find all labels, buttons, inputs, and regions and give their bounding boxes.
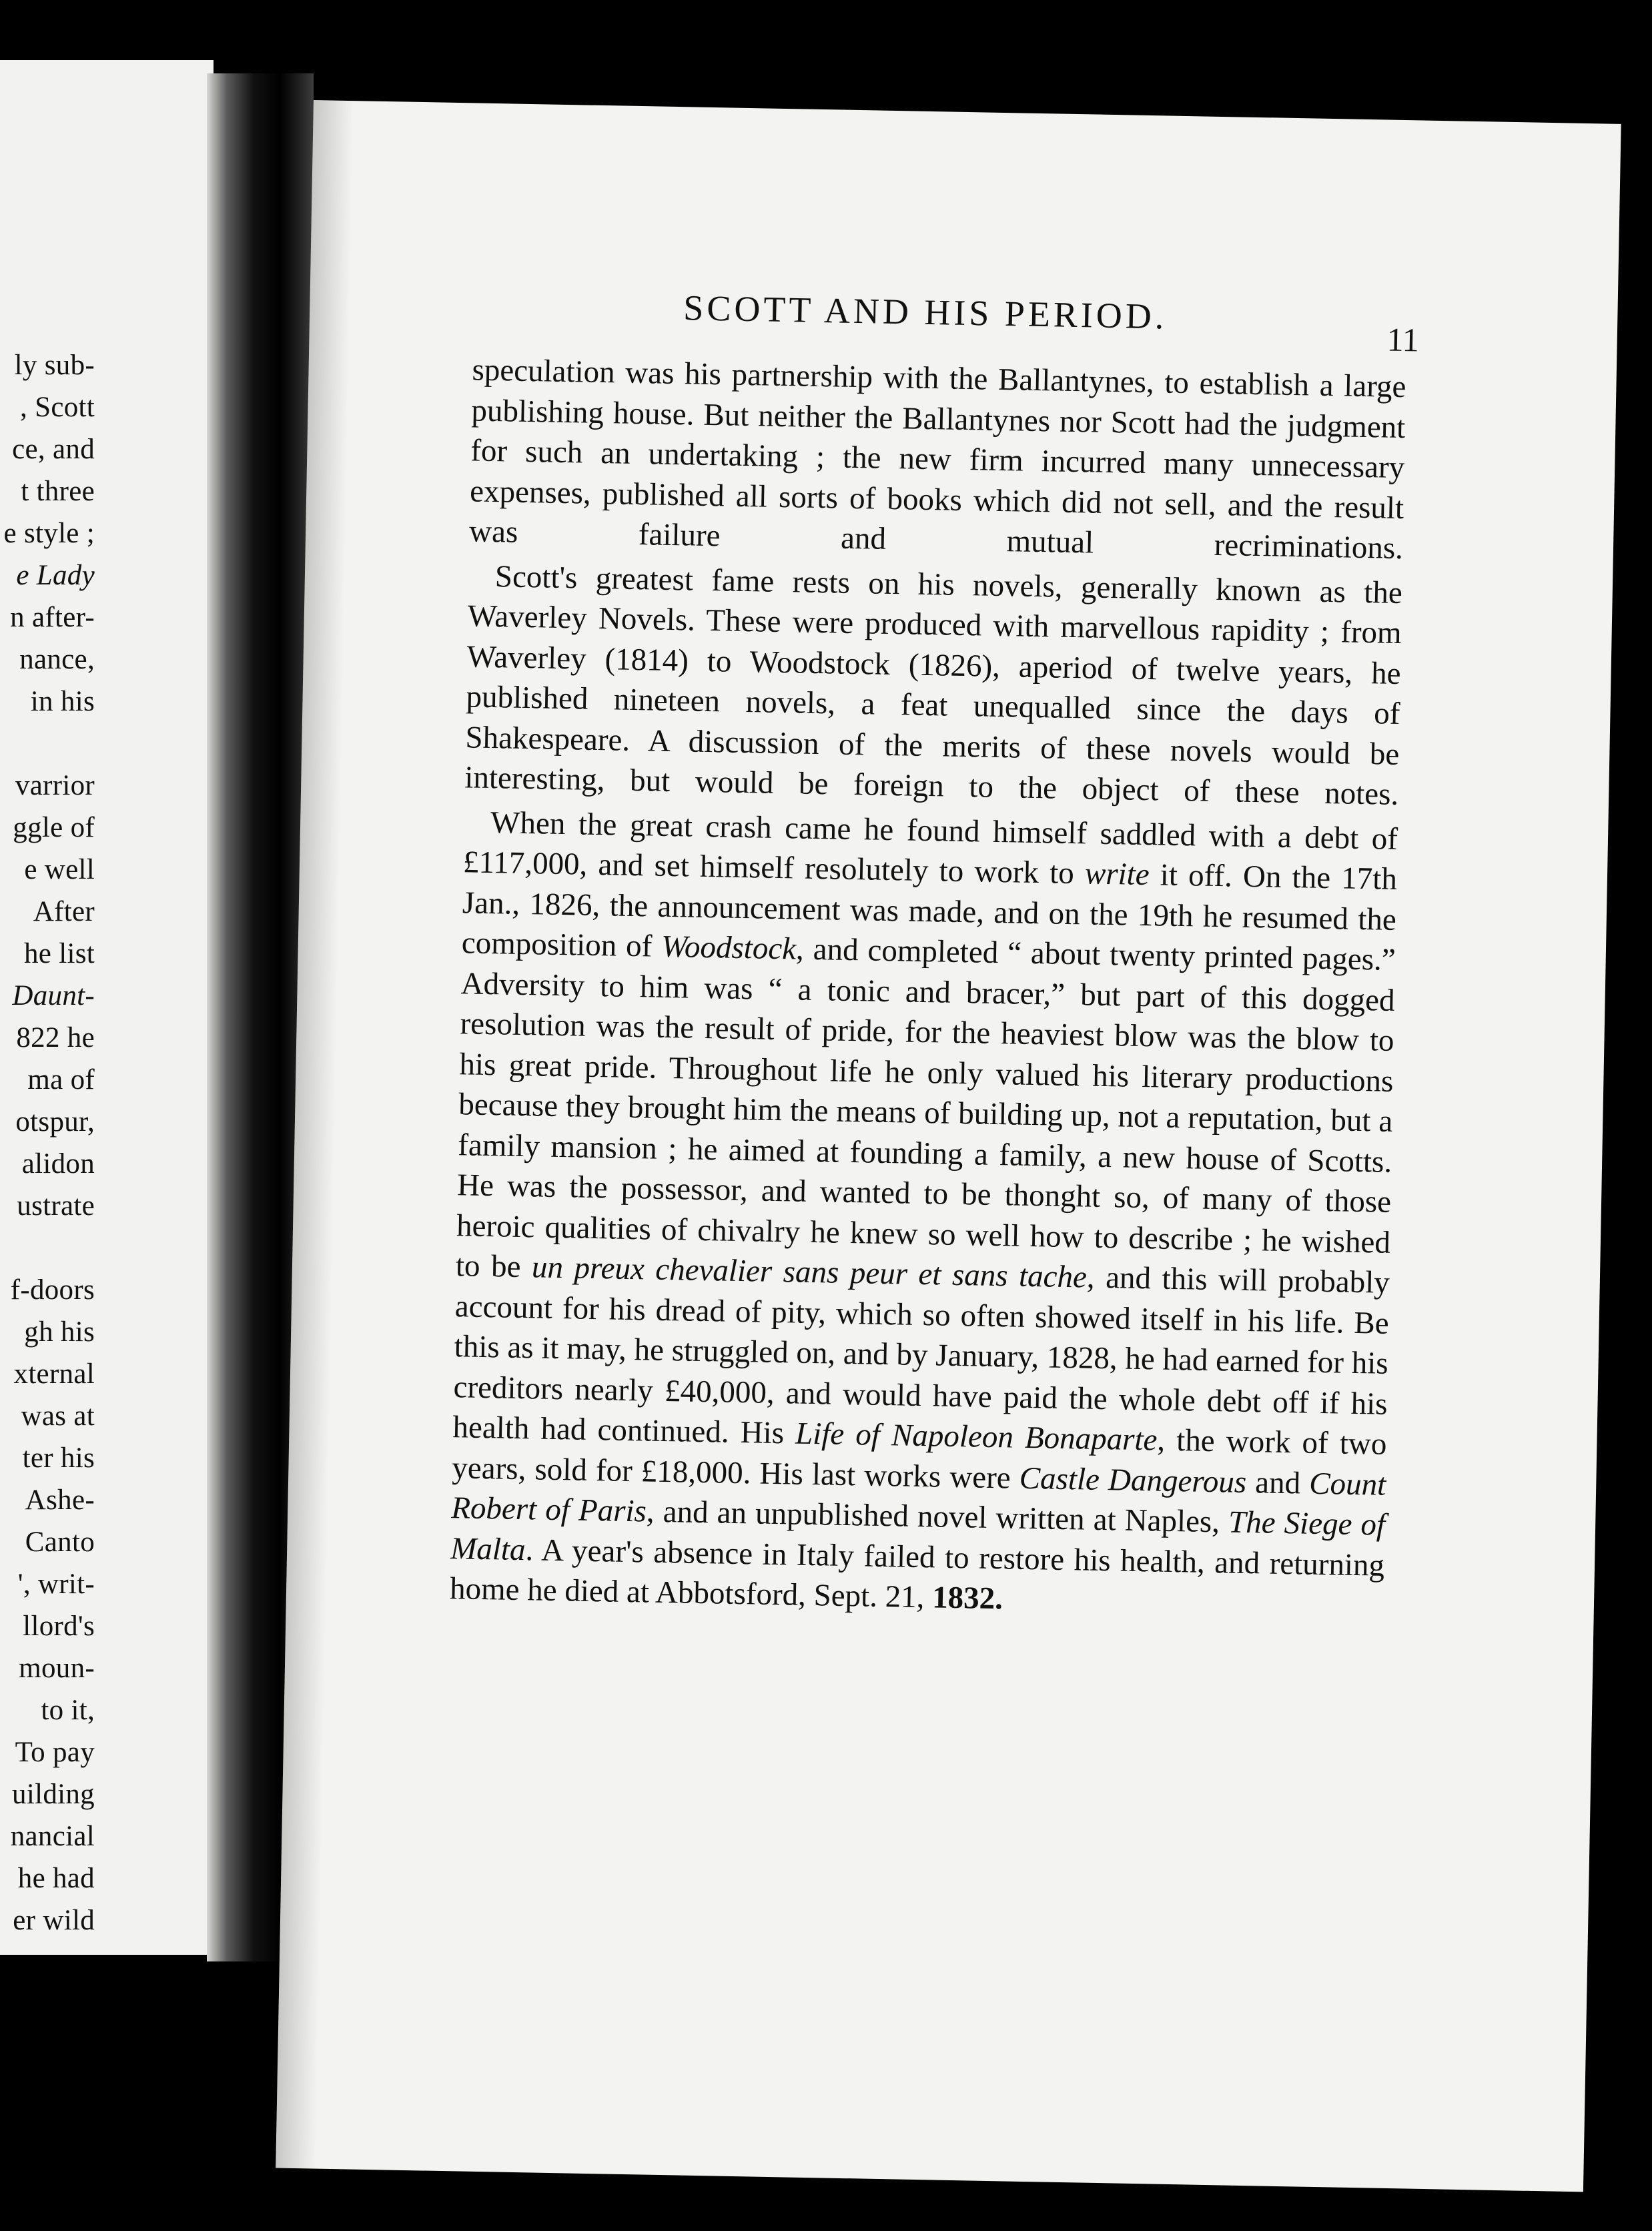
page-number: 11 (1386, 320, 1420, 359)
body-text (449, 350, 1406, 1630)
facing-line: n after- (10, 602, 95, 633)
facing-line: Ashe- (25, 1484, 95, 1516)
facing-line: was at (21, 1400, 95, 1432)
facing-line: e Lady (16, 560, 95, 591)
paragraph: speculation was his partnership with the Ballantynes, to establish a large publishing house. But neither the Ballantynes nor Scott had the judgment for such an undertaking ; the new firm incurred many unnecessary expenses, published all sorts of books which did not sell, and the result was failure and mutual recriminations. (468, 352, 1406, 566)
running-head: SCOTT AND HIS PERIOD. (683, 288, 1168, 337)
facing-line: moun- (19, 1653, 95, 1684)
book-page (276, 100, 1621, 2192)
facing-line: f-doors (10, 1274, 95, 1306)
facing-line: er wild (13, 1905, 95, 1936)
facing-line: After (33, 896, 95, 927)
facing-line: ma of (27, 1064, 95, 1095)
facing-line: ce, and (12, 434, 95, 465)
facing-line: alidon (21, 1148, 95, 1180)
facing-line: varrior (15, 770, 95, 801)
facing-line: , Scott (20, 392, 95, 423)
facing-line: ustrate (17, 1190, 95, 1222)
facing-line: nancial (10, 1821, 95, 1852)
facing-line: otspur, (15, 1106, 95, 1138)
facing-line: llord's (23, 1611, 95, 1642)
facing-line: ter his (22, 1442, 95, 1474)
facing-line: he list (23, 938, 95, 969)
facing-line: ggle of (13, 812, 95, 843)
facing-line: t three (21, 476, 95, 507)
facing-line: in his (30, 686, 95, 717)
facing-line: ly sub- (14, 350, 95, 381)
facing-line: xternal (13, 1358, 95, 1390)
facing-line: to it, (41, 1695, 95, 1726)
facing-line: nance, (19, 644, 95, 675)
facing-line: uilding (12, 1779, 95, 1810)
facing-line: ', writ- (17, 1569, 95, 1600)
paragraph: When the great crash came he found himself saddled with a debt of £117,000, and set himself resolutely to work to write it off. On the 17th Jan., 1826, the announcement was made, and on the 19th he resumed the composition of Woodstock, and completed “ about twenty printed pages.” Adversity to him was “ a tonic and bracer,” but part of this dogged resolution was the result of pride, for the heaviest blow was the blow to his great pride. Throughout life he only valued his literary productions because they brought him the means of building up, not a reputation, but a family mansion ; he aimed at founding a family, a new house of Scotts. He was the possessor, and wanted to be thonght so, of many of those heroic qualities of chivalry he knew so well how to describe ; he wished to be un preux chevalier sans peur et sans tache, and this will probably account for his dread of pity, which so often showed itself in his life. Be this as it may, he struggled on, and by January, 1828, he had earned for his creditors nearly £40,000, and would have paid the whole debt off if his health had continued. His Life of Napoleon Bonaparte, the work of two years, sold for £18,000. His last works were Castle Dangerous and Count Robert of Paris, and an unpublished novel written at Naples, The Siege of Malta. A year's absence in Italy failed to restore his health, and returning home he died at Abbotsford, Sept. 21, 1832. (449, 805, 1398, 1617)
facing-line: Canto (25, 1526, 95, 1558)
facing-line: Daunt- (12, 980, 95, 1011)
facing-page-left (0, 60, 214, 1955)
facing-line: e well (24, 854, 95, 885)
facing-line: gh his (24, 1316, 95, 1348)
facing-line: e style ; (3, 518, 95, 549)
paragraph: Scott's greatest fame rests on his novels, generally known as the Waverley Novels. These were produced with marvellous rapidity ; from Waverley (1814) to Woodstock (1826), aperiod of twelve years, he published nineteen novels, a feat unequalled since the days of Shakespeare. A discussion of the merits of these novels would be interesting, but would be foreign to the object of these notes. (464, 558, 1403, 812)
facing-line: 822 he (16, 1022, 95, 1053)
facing-line: To pay (15, 1737, 95, 1768)
facing-line: he had (17, 1863, 95, 1894)
